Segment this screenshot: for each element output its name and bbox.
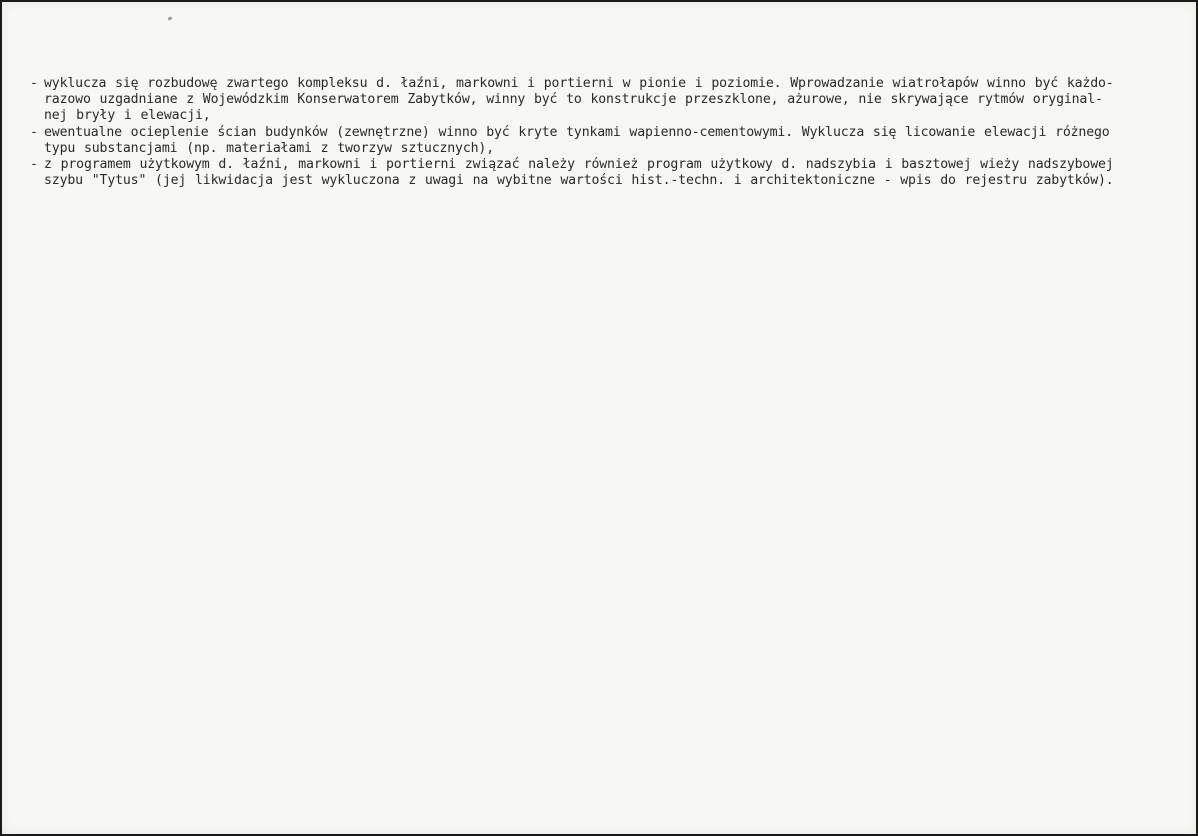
paper-speck xyxy=(168,16,173,21)
list-bullet: - xyxy=(30,124,38,140)
text-line: z programem użytkowym d. łaźni, markowni i portierni związać należy również program użytkowy d. nadszybia i basztowej wieży nadszybowej xyxy=(44,157,1114,173)
list-bullet: - xyxy=(30,157,38,173)
list-item-insulation xyxy=(30,125,1160,157)
text-line: nej bryły i elewacji, xyxy=(44,108,211,124)
list-item-usage-program xyxy=(30,157,1160,189)
conservation-guidelines-list xyxy=(30,76,1160,189)
text-line: typu substancjami (np. materiałami z tworzyw sztucznych), xyxy=(44,140,495,156)
document-page xyxy=(2,2,1196,834)
text-line: wyklucza się rozbudowę zwartego kompleksu d. łaźni, markowni i portierni w pionie i poziomie. Wprowadzanie wiatrołapów winno być każdo- xyxy=(44,76,1114,91)
text-line: razowo uzgadniane z Wojewódzkim Konserwatorem Zabytków, winny być to konstrukcje przeszklone, ażurowe, nie skrywające rytmów oryginal- xyxy=(44,92,1103,108)
text-line: ewentualne ocieplenie ścian budynków (zewnętrzne) winno być kryte tynkami wapienno-cementowymi. Wyklucza się licowanie elewacji różnego xyxy=(44,124,1110,140)
list-bullet: - xyxy=(30,76,38,91)
text-line: szybu "Tytus" (jej likwidacja jest wykluczona z uwagi na wybitne wartości hist.-techn. i architektoniczne - wpis do rejestru zabytków). xyxy=(44,173,1114,189)
list-item-extension-ban xyxy=(30,76,1160,125)
